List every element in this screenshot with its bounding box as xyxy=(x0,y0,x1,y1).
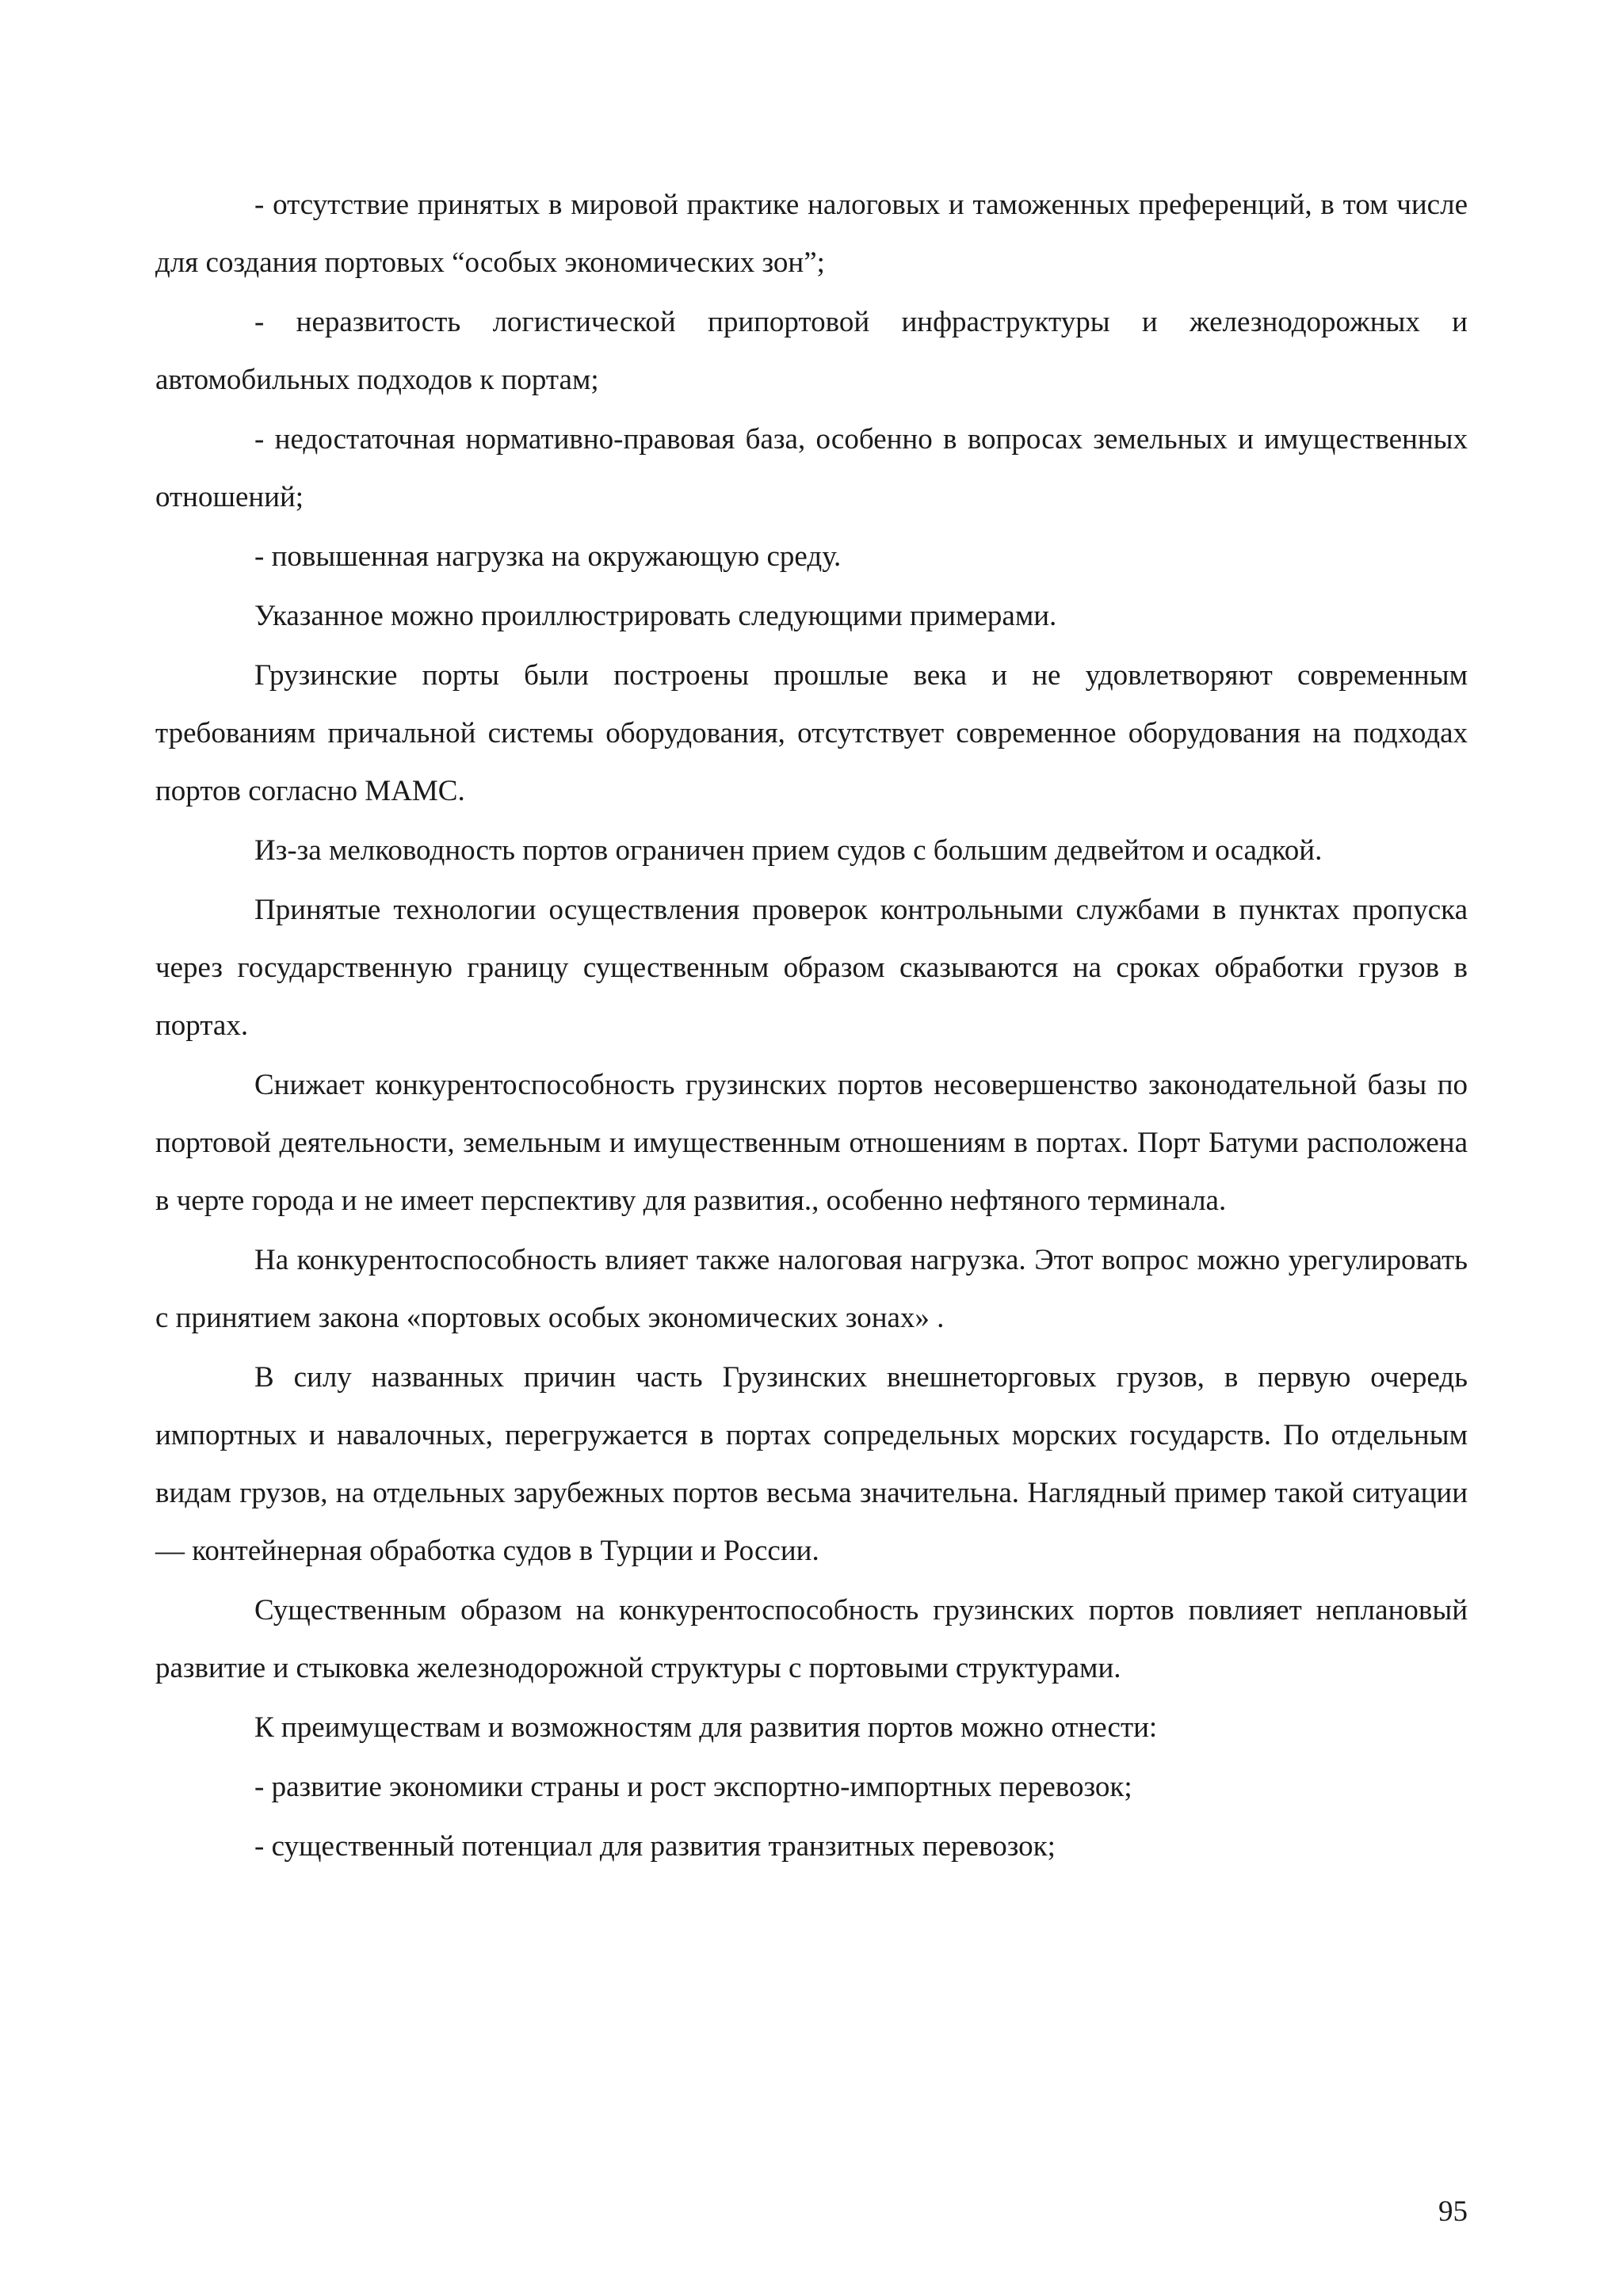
paragraph-cargo-transshipment: В силу названных причин часть Грузинских внешнеторговых грузов, в первую очередь импортных и навалочных, перегружается в портах сопредельных морских государств. По отдельным видам грузов, на отдельных зарубежных портов весьма значительна. Наглядный пример такой ситуации — контейнерная обработка судов в Турции и России. xyxy=(155,1361,1468,1567)
paragraph-tax-burden: На конкурентоспособность влияет также налоговая нагрузка. Этот вопрос можно урегулировать с принятием закона «портовых особых экономических зонах» . xyxy=(155,1244,1468,1334)
paragraph-transit-potential: - существенный потенциал для развития транзитных перевозок; xyxy=(254,1830,1056,1863)
paragraph-no-tax-preferences: - отсутствие принятых в мировой практике налоговых и таможенных преференций, в том числе для создания портовых “особых экономических зон”; xyxy=(155,189,1468,279)
body-text xyxy=(155,176,1468,1877)
paragraph-inspection-technologies: Принятые технологии осуществления проверок контрольными службами в пунктах пропуска через государственную границу существенным образом сказываются на сроках обработки грузов в портах. xyxy=(155,894,1468,1042)
paragraph-advantages-intro: К преимуществам и возможностям для развития портов можно отнести: xyxy=(254,1711,1158,1744)
paragraph-environment-load: - повышенная нагрузка на окружающую среду. xyxy=(254,540,842,573)
paragraph-insufficient-legal-base: - недостаточная нормативно-правовая база, особенно в вопросах земельных и имущественных отношений; xyxy=(155,423,1468,513)
paragraph-examples-intro: Указанное можно проиллюстрировать следующими примерами. xyxy=(254,600,1057,632)
paragraph-economic-growth: - развитие экономики страны и рост экспортно-импортных перевозок; xyxy=(254,1771,1132,1803)
paragraph-shallow-water: Из-за мелководность портов ограничен прием судов с большим дедвейтом и осадкой. xyxy=(254,834,1323,867)
paragraph-competitiveness-legislation: Снижает конкурентоспособность грузинских портов несовершенство законодательной базы по портовой деятельности, земельным и имущественным отношениям в портах. Порт Батуми расположена в черте города и не имеет перспективу для развития., особенно нефтяного терминала. xyxy=(155,1069,1468,1217)
paragraph-railway-docking: Существенным образом на конкурентоспособность грузинских портов повлияет неплановый развитие и стыковка железнодорожной структуры с портовыми структурами. xyxy=(155,1594,1468,1684)
paragraph-georgian-ports-built: Грузинские порты были построены прошлые века и не удовлетворяют современным требованиям причальной системы оборудования, отсутствует современное оборудования на подходах портов согласно МАМС. xyxy=(155,659,1468,807)
paragraph-undeveloped-infrastructure: - неразвитость логистической припортовой инфраструктуры и железнодорожных и автомобильных подходов к портам; xyxy=(155,306,1468,396)
page-number: 95 xyxy=(1438,2195,1468,2228)
